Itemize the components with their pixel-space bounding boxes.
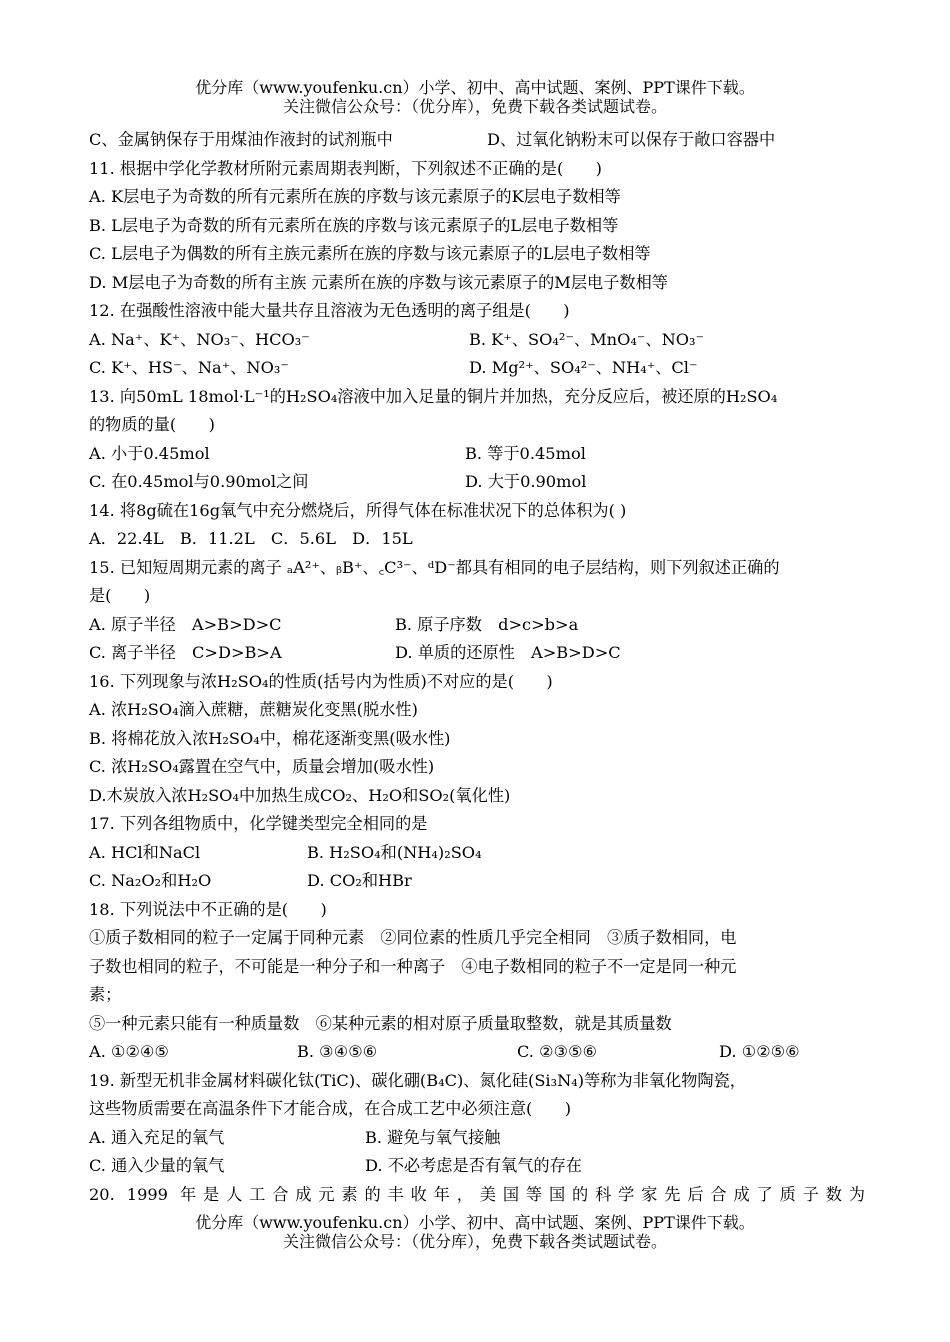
q18-option-c: C. ②③⑤⑥	[517, 1042, 598, 1061]
exam-content	[89, 126, 865, 1209]
q16-stem: 16. 下列现象与浓H₂SO₄的性质(括号内为性质)不对应的是( )	[89, 671, 553, 691]
q13-option-c: C. 在0.45mol与0.90mol之间	[89, 472, 309, 491]
q18-options	[89, 1038, 865, 1067]
q13-option-a: A. 小于0.45mol	[89, 443, 210, 463]
q15-option-d: D. 单质的还原性 A>B>D>C	[395, 643, 621, 662]
q17-options-cd	[89, 867, 865, 896]
q13-options-ab	[89, 440, 865, 469]
q13-option-b: B. 等于0.45mol	[465, 443, 586, 463]
footer-line-1: 优分库（www.youfenku.cn）小学、初中、高中试题、案例、PPT课件下载。	[195, 1213, 755, 1232]
q15-options-cd	[89, 639, 865, 668]
q18-option-d: D. ①②⑤⑥	[719, 1042, 800, 1061]
q15-stem-1: 15. 已知短周期元素的离子 ₐA²⁺、ᵦB⁺、꜀C³⁻、ᵈD⁻都具有相同的电子层结构，则下列叙述正确的	[89, 557, 780, 577]
q17-option-d: D. CO₂和HBr	[307, 871, 412, 890]
q12-option-b: B. K⁺、SO₄²⁻、MnO₄⁻、NO₃⁻	[469, 329, 705, 349]
q15-option-c: C. 离子半径 C>D>B>A	[89, 643, 282, 662]
q13-stem-1: 13. 向50mL 18mol·L⁻¹的H₂SO₄溶液中加入足量的铜片并加热，充分反应后，被还原的H₂SO₄	[89, 386, 778, 406]
q12-options-cd	[89, 354, 865, 383]
q10-option-c: C、金属钠保存于用煤油作液封的试剂瓶中	[89, 130, 393, 149]
page-footer	[0, 1213, 950, 1251]
q19-options-cd	[89, 1152, 865, 1181]
q16-option-c: C. 浓H₂SO₄露置在空气中，质量会增加(吸水性)	[89, 757, 435, 776]
q17-option-b: B. H₂SO₄和(NH₄)₂SO₄	[307, 842, 482, 862]
q12-option-c: C. K⁺、HS⁻、Na⁺、NO₃⁻	[89, 358, 289, 377]
q19-stem-2: 这些物质需要在高温条件下才能合成，在合成工艺中必须注意( )	[89, 1099, 572, 1118]
q12-stem: 12. 在强酸性溶液中能大量共存且溶液为无色透明的离子组是( )	[89, 301, 570, 320]
q14-options: A．22.4L B．11.2L C．5.6L D．15L	[89, 529, 413, 548]
q10-options-cd	[89, 126, 865, 155]
q11-option-a: A. K层电子为奇数的所有元素所在族的序数与该元素原子的K层电子数相等	[89, 187, 621, 206]
q19-options-ab	[89, 1124, 865, 1153]
q13-stem-2: 的物质的量( )	[89, 415, 215, 434]
q15-option-a: A. 原子半径 A>B>D>C	[89, 614, 282, 634]
q12-option-a: A. Na⁺、K⁺、NO₃⁻、HCO₃⁻	[89, 329, 310, 349]
q16-option-a: A. 浓H₂SO₄滴入蔗糖，蔗糖炭化变黑(脱水性)	[89, 700, 418, 719]
q18-statement-3: 素；	[89, 985, 122, 1004]
q18-option-b: B. ③④⑤⑥	[297, 1042, 378, 1061]
q19-option-c: C. 通入少量的氧气	[89, 1156, 225, 1175]
q17-option-a: A. HCl和NaCl	[89, 842, 201, 862]
q14-stem: 14. 将8g硫在16g氧气中充分燃烧后，所得气体在标准状况下的总体积为( )	[89, 500, 627, 520]
q18-statement-1: ①质子数相同的粒子一定属于同种元素 ②同位素的性质几乎完全相同 ③质子数相同，电	[89, 928, 737, 947]
q18-stem: 18. 下列说法中不正确的是( )	[89, 899, 327, 919]
q15-stem-2: 是( )	[89, 586, 151, 605]
q11-option-c: C. L层电子为偶数的所有主族元素所在族的序数与该元素原子的L层电子数相等	[89, 244, 651, 263]
q10-option-d: D、过氧化钠粉末可以保存于敞口容器中	[487, 130, 776, 149]
q13-options-cd	[89, 468, 865, 497]
q11-stem: 11. 根据中学化学教材所附元素周期表判断，下列叙述不正确的是( )	[89, 158, 602, 178]
q20-stem-1: 20. 1999 年是人工合成元素的丰收年，美国等国的科学家先后合成了质子数为	[89, 1184, 865, 1204]
q16-option-d: D.木炭放入浓H₂SO₄中加热生成CO₂、H₂O和SO₂(氧化性)	[89, 785, 511, 805]
header-line-2: 关注微信公众号：（优分库），免费下载各类试题试卷。	[282, 97, 667, 116]
q19-option-a: A. 通入充足的氧气	[89, 1127, 225, 1147]
q18-option-a: A. ①②④⑤	[89, 1042, 170, 1061]
q15-options-ab	[89, 611, 865, 640]
q17-option-c: C. Na₂O₂和H₂O	[89, 871, 212, 890]
q19-stem-1: 19. 新型无机非金属材料碳化钛(TiC)、碳化硼(B₄C)、氮化硅(Si₃N₄)等称为非氧化物陶瓷，	[89, 1070, 746, 1090]
q17-options-ab	[89, 839, 865, 868]
q19-option-d: D. 不必考虑是否有氧气的存在	[365, 1156, 582, 1175]
q16-option-b: B. 将棉花放入浓H₂SO₄中，棉花逐渐变黑(吸水性)	[89, 728, 451, 748]
footer-line-2: 关注微信公众号：（优分库），免费下载各类试题试卷。	[282, 1232, 667, 1251]
q12-options-ab	[89, 326, 865, 355]
q19-option-b: B. 避免与氧气接触	[365, 1127, 501, 1147]
q18-statement-2: 子数也相同的粒子，不可能是一种分子和一种离子 ④电子数相同的粒子不一定是同一种元	[89, 956, 737, 976]
q15-option-b: B. 原子序数 d>c>b>a	[395, 614, 579, 634]
q11-option-b: B. L层电子为奇数的所有元素所在族的序数与该元素原子的L层电子数相等	[89, 215, 619, 235]
q12-option-d: D. Mg²⁺、SO₄²⁻、NH₄⁺、Cl⁻	[469, 358, 698, 377]
q18-statement-4: ⑤一种元素只能有一种质量数 ⑥某种元素的相对原子质量取整数，就是其质量数	[89, 1013, 672, 1033]
q13-option-d: D. 大于0.90mol	[465, 472, 587, 491]
q17-stem: 17. 下列各组物质中，化学键类型完全相同的是	[89, 814, 428, 833]
q11-option-d: D. M层电子为奇数的所有主族 元素所在族的序数与该元素原子的M层电子数相等	[89, 272, 668, 292]
page-header	[0, 78, 950, 116]
header-line-1: 优分库（www.youfenku.cn）小学、初中、高中试题、案例、PPT课件下载。	[195, 78, 755, 97]
